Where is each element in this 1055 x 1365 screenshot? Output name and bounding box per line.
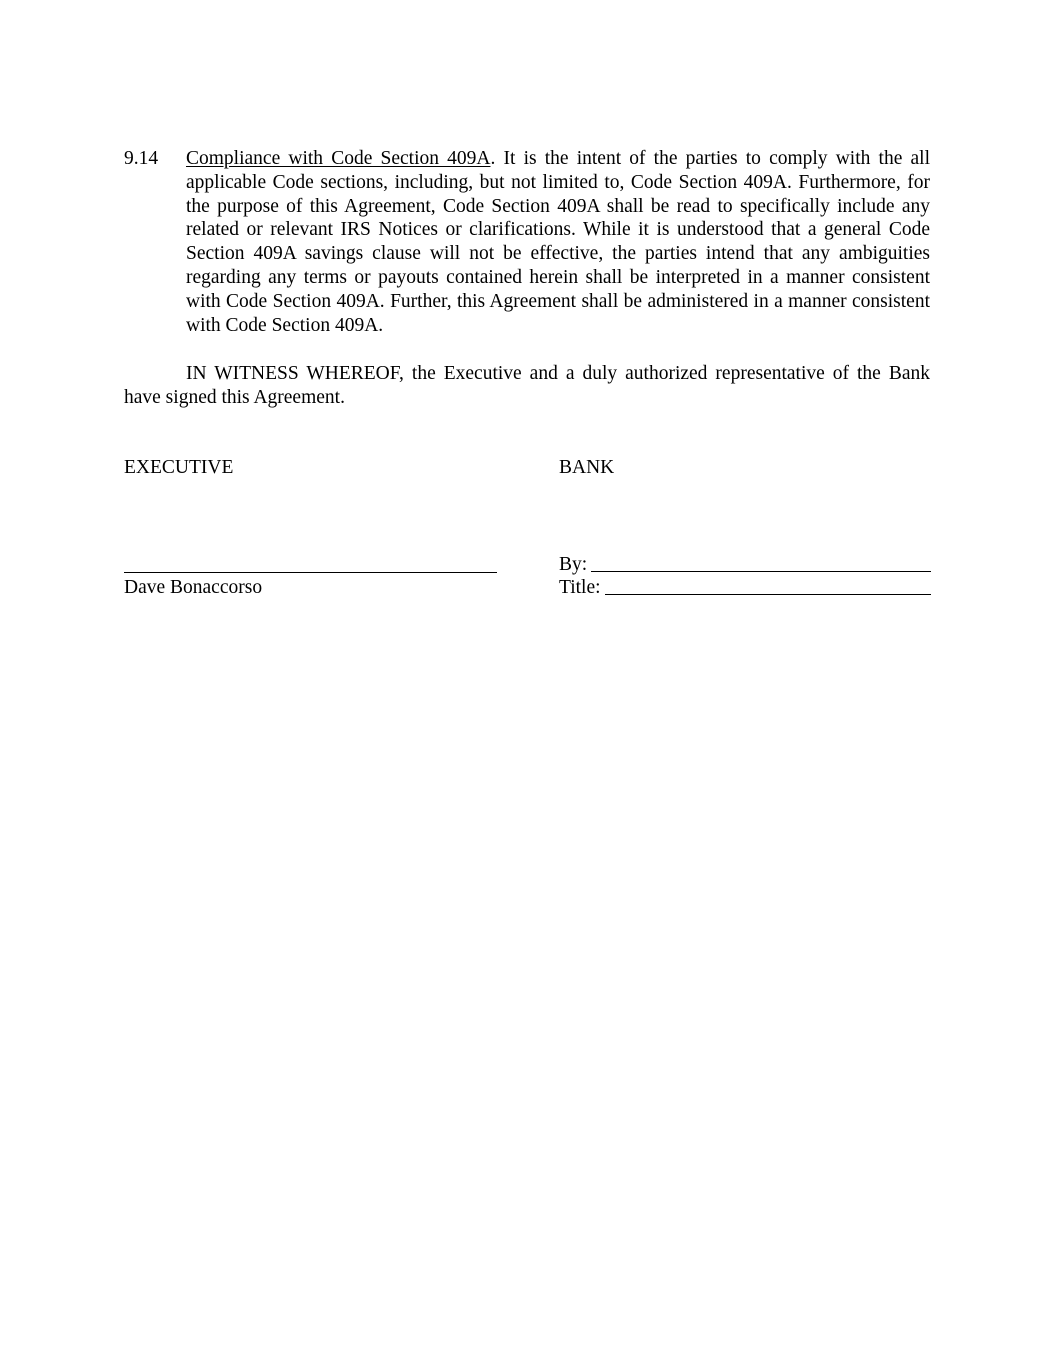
section-text: . It is the intent of the parties to comply with the all applicable Code sections, including, but not limited to, Code Section 409A. Furthermore, for the purpose of this Agreement, Code Section 409A shall be read to specifically include any related or relevant IRS Notices or clarifications. While it is understood that a general Code Section 409A savings clause will not be effective, the parties intend that any ambiguities regarding any terms or payouts contained herein shall be interpreted in a manner consistent with Code Section 409A. Further, this Agreement shall be administered in a manner consistent with Code Section 409A. bbox=[186, 148, 930, 336]
bank-title-label: Title: bbox=[559, 577, 601, 598]
section-number: 9.14 bbox=[124, 148, 159, 169]
witness-paragraph: IN WITNESS WHEREOF, the Executive and a duly authorized representative of the Bank have signed this Agreement. bbox=[124, 363, 930, 408]
bank-by-row bbox=[559, 553, 931, 577]
bank-by-label: By: bbox=[559, 554, 588, 575]
executive-label: EXECUTIVE bbox=[124, 457, 234, 478]
section-title: Compliance with Code Section 409A bbox=[186, 148, 491, 169]
bank-label: BANK bbox=[559, 457, 615, 478]
executive-name: Dave Bonaccorso bbox=[124, 577, 263, 598]
section-9-14 bbox=[124, 147, 930, 337]
bank-title-line bbox=[605, 594, 931, 595]
executive-signature-line bbox=[124, 572, 497, 573]
bank-title-row bbox=[559, 576, 931, 600]
section-body bbox=[186, 147, 930, 337]
bank-by-signature-line bbox=[591, 571, 931, 572]
